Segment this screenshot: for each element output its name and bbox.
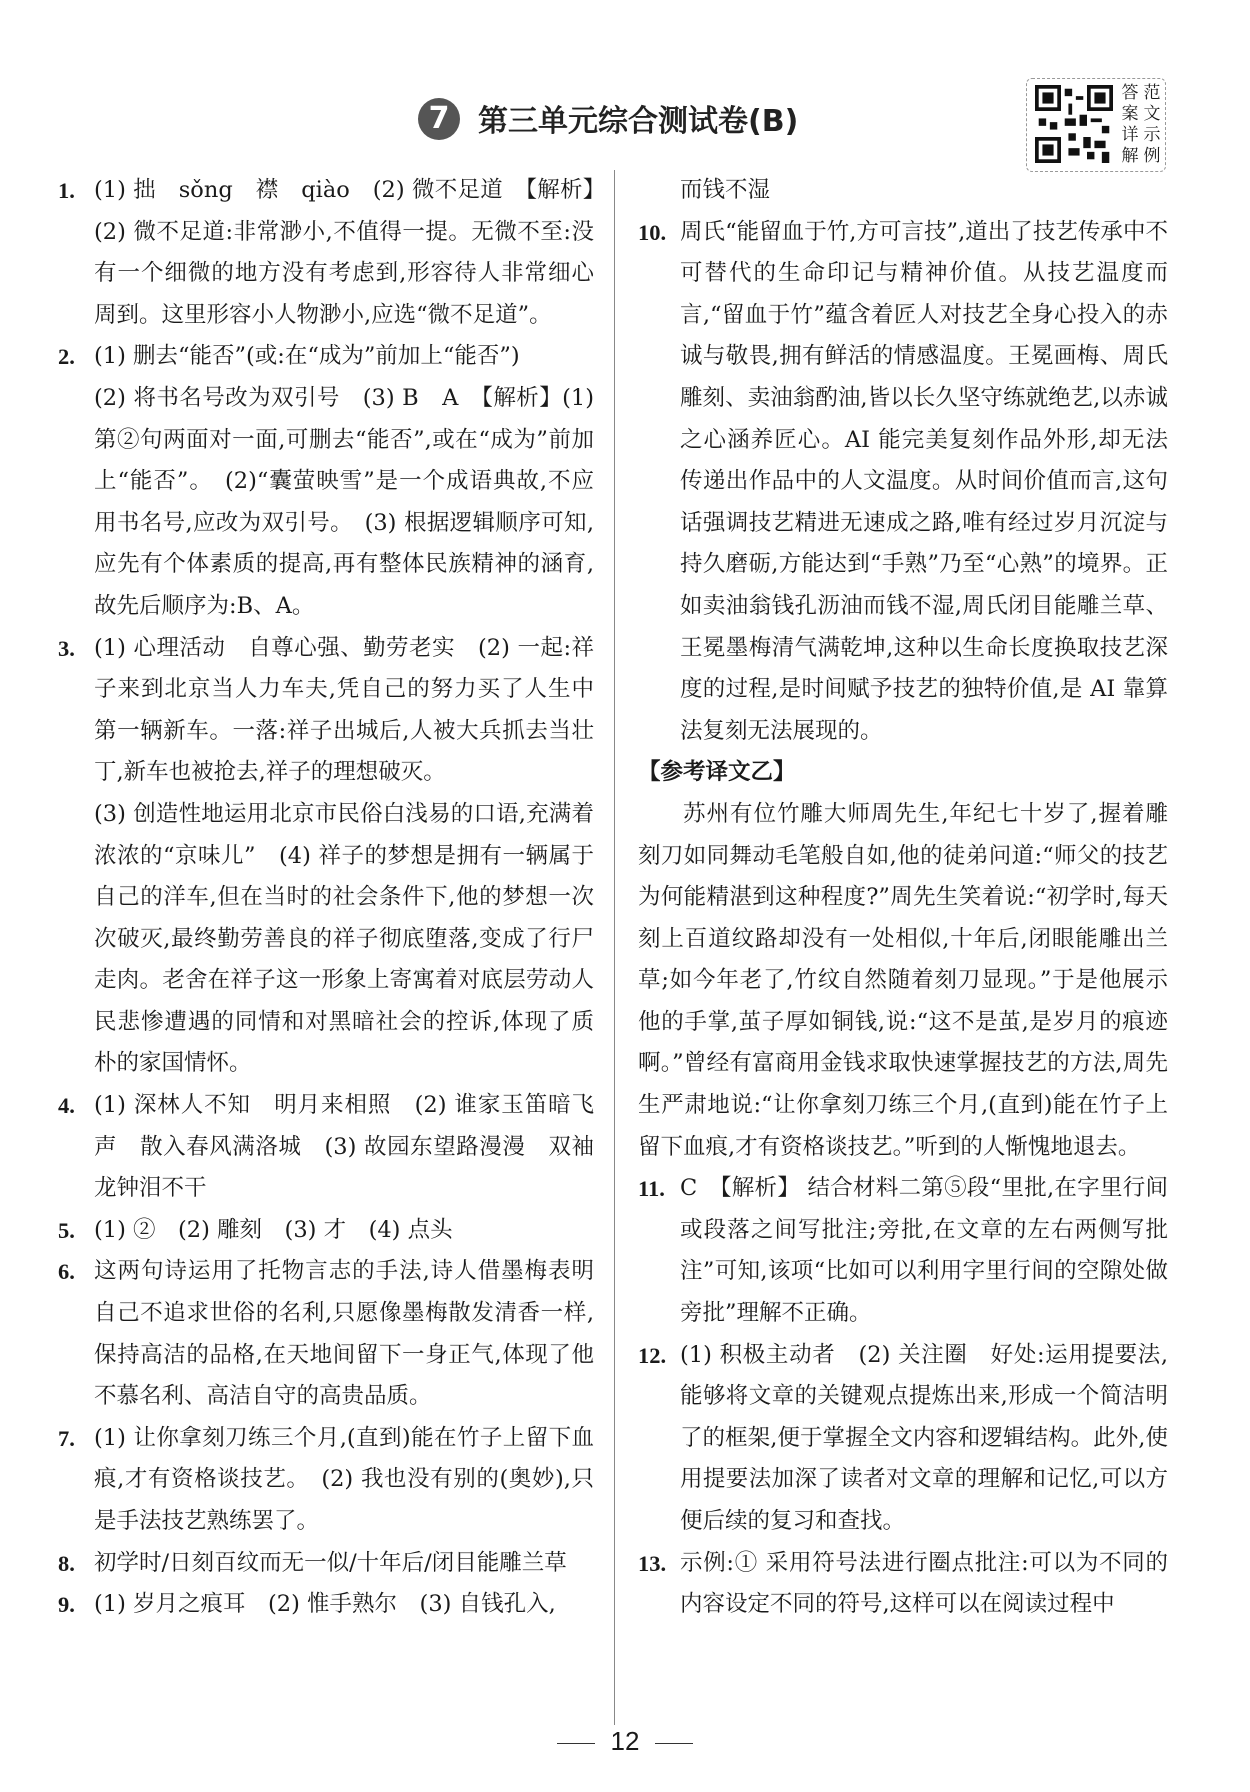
answer-text: (1) 让你拿刻刀练三个月,(直到)能在竹子上留下血痕,才有资格谈技艺。 (2) 我也没有别的(奥妙),只是手法技艺熟练罢了。 <box>94 1424 594 1534</box>
answer-item <box>58 1543 594 1585</box>
left-column <box>58 170 594 1626</box>
answer-item <box>58 628 594 1086</box>
right-column <box>638 170 1168 1626</box>
answer-number: 12. <box>638 1342 667 1368</box>
answer-item <box>58 170 594 336</box>
answer-text: (1) 岁月之痕耳 (2) 惟手熟尔 (3) 自钱孔入, <box>94 1591 556 1618</box>
answer-number: 4. <box>58 1093 75 1119</box>
page-title: 第三单元综合测试卷(B) <box>478 104 799 139</box>
continued-answer: 而钱不湿 <box>680 177 771 203</box>
answer-item <box>58 336 594 627</box>
qr-code-box[interactable] <box>1026 78 1166 172</box>
answer-text: C 【解析】 结合材料二第⑤段“里批,在字里行间或段落之间写批注;旁批,在文章的左右两侧写批注”可知,该项“比如可以利用字里行间的空隙处做旁批”理解不正确。 <box>680 1175 1168 1327</box>
qr-code-icon <box>1035 85 1113 163</box>
answer-text: (1) 深林人不知 明月来相照 (2) 谁家玉笛暗飞声 散入春风满洛城 (3) 故园东望路漫漫 双袖龙钟泪不干 <box>94 1092 594 1202</box>
answer-number: 2. <box>58 344 75 370</box>
answer-item <box>58 1418 594 1543</box>
page-footer <box>0 1726 1250 1757</box>
answer-text: 周氏“能留血于竹,方可言技”,道出了技艺传承中不可替代的生命印记与精神价值。从技艺温度而言,“留血于竹”蕴含着匠人对技艺全身心投入的赤诚与敬畏,拥有鲜活的情感温度。王冕画梅、周氏雕刻、卖油翁酌油,皆以长久坚守练就绝艺,以赤诚之心涵养匠心。AI 能完美复刻作品外形,却无法传递出作品中的人文温度。从时间价值而言,这句话强调技艺精进无速成之路,唯有经过岁月沉淀与持久磨砺,方能达到“手熟”乃至“心熟”的境界。正如卖油翁钱孔沥油而钱不湿,周氏闭目能雕兰草、王冕墨梅清气满乾坤,这种以生命长度换取技艺深度的过程,是时间赋予技艺的独特价值,是 AI 靠算法复刻无法展现的。 <box>680 218 1168 744</box>
answer-text: (3) 创造性地运用北京市民俗白浅易的口语,充满着浓浓的“京味儿” (4) 祥子的梦想是拥有一辆属于自己的洋车,但在当时的社会条件下,他的梦想一次次破灭,最终勤劳善良的祥子彻底堕落,变成了行尸走肉。老舍在祥子这一形象上寄寓着对底层劳动人民悲惨遭遇的同情和对黑暗社会的控诉,体现了质朴的家国情怀。 <box>94 800 594 1077</box>
answer-item <box>58 1085 594 1210</box>
answer-number: 13. <box>638 1550 667 1576</box>
answer-text: (1) 拙 sǒng 襟 qiào (2) 微不足道 【解析】(2) 微不足道:非常渺小,不值得一提。无微不至:没有一个细微的地方没有考虑到,形容待人非常细心周到。这里形容小人物渺小,应选“微不足道”。 <box>94 177 594 328</box>
answer-number: 8. <box>58 1550 75 1576</box>
footer-dash <box>557 1743 595 1744</box>
answer-number: 7. <box>58 1425 75 1451</box>
unit-badge: 7 <box>418 98 460 140</box>
column-divider <box>614 170 615 1725</box>
qr-label-char: 解 <box>1121 146 1139 166</box>
answer-number: 5. <box>58 1217 75 1243</box>
answer-text: 这两句诗运用了托物言志的手法,诗人借墨梅表明自己不追求世俗的名利,只愿像墨梅散发清香一样,保持高洁的品格,在天地间留下一身正气,体现了他不慕名利、高洁自守的高贵品质。 <box>94 1258 594 1410</box>
answer-item <box>58 1210 594 1252</box>
answer-item <box>638 1543 1168 1626</box>
answer-item <box>58 1251 594 1417</box>
qr-label <box>1119 83 1163 167</box>
answer-item <box>58 1584 594 1626</box>
answer-number: 11. <box>638 1176 665 1202</box>
qr-label-char: 文 <box>1143 104 1161 124</box>
answer-item <box>638 1335 1168 1543</box>
qr-label-char: 范 <box>1143 83 1161 103</box>
answer-number: 9. <box>58 1592 75 1618</box>
answer-number: 6. <box>58 1259 75 1285</box>
answer-text: (1) ② (2) 雕刻 (3) 才 (4) 点头 <box>94 1216 453 1243</box>
answer-text: (1) 积极主动者 (2) 关注圈 好处:运用提要法,能够将文章的关键观点提炼出来,形成一个简洁明了的框架,便于掌握全文内容和逻辑结构。此外,使用提要法加深了读者对文章的理解和记忆,可以方便后续的复习和查找。 <box>680 1341 1168 1534</box>
qr-label-char: 案 <box>1121 104 1139 124</box>
qr-label-char: 详 <box>1121 125 1139 145</box>
answer-text: (2) 将书名号改为双引号 (3) B A 【解析】(1) 第②句两面对一面,可删去“能否”,或在“成为”前加上“能否”。 (2)“囊萤映雪”是一个成语典故,不应用书名号,应改为双引号。 (3) 根据逻辑顺序可知,应先有个体素质的提高,再有整体民族精神的涵育,故先后顺序为:B、A。 <box>94 384 594 619</box>
qr-label-char: 答 <box>1121 83 1139 103</box>
answer-number: 1. <box>58 178 75 203</box>
answer-text: (1) 心理活动 自尊心强、勤劳老实 (2) 一起:祥子来到北京当人力车夫,凭自己的努力买了人生中第一辆新车。一落:祥子出城后,人被大兵抓去当壮丁,新车也被抢去,祥子的理想破灭。 <box>94 634 594 786</box>
page-number: 12 <box>610 1726 640 1756</box>
qr-label-char: 示 <box>1143 125 1161 145</box>
answer-item <box>638 1168 1168 1334</box>
answer-text: 示例:① 采用符号法进行圈点批注:可以为不同的内容设定不同的符号,这样可以在阅读过程中 <box>680 1549 1168 1618</box>
answer-number: 10. <box>638 219 667 245</box>
answer-text: (1) 删去“能否”(或:在“成为”前加上“能否”) <box>94 343 520 370</box>
qr-label-char: 例 <box>1143 146 1161 166</box>
answer-item <box>638 212 1168 753</box>
translation-heading: 【参考译文乙】 <box>638 759 796 786</box>
answer-number: 3. <box>58 635 75 661</box>
footer-dash <box>655 1743 693 1744</box>
translation-text: 苏州有位竹雕大师周先生,年纪七十岁了,握着雕刻刀如同舞动毛笔般自如,他的徒弟问道:“师父的技艺为何能精湛到这种程度?”周先生笑着说:“初学时,每天刻上百道纹路却没有一处相似,十年后,闭眼能雕出兰草;如今年老了,竹纹自然随着刻刀显现。”于是他展示他的手掌,茧子厚如铜钱,说:“这不是茧,是岁月的痕迹啊。”曾经有富商用金钱求取快速掌握技艺的方法,周先生严肃地说:“让你拿刻刀练三个月,(直到)能在竹子上留下血痕,才有资格谈技艺。”听到的人惭愧地退去。 <box>638 800 1168 1160</box>
answer-text: 初学时/日刻百纹而无一似/十年后/闭目能雕兰草 <box>94 1549 567 1576</box>
